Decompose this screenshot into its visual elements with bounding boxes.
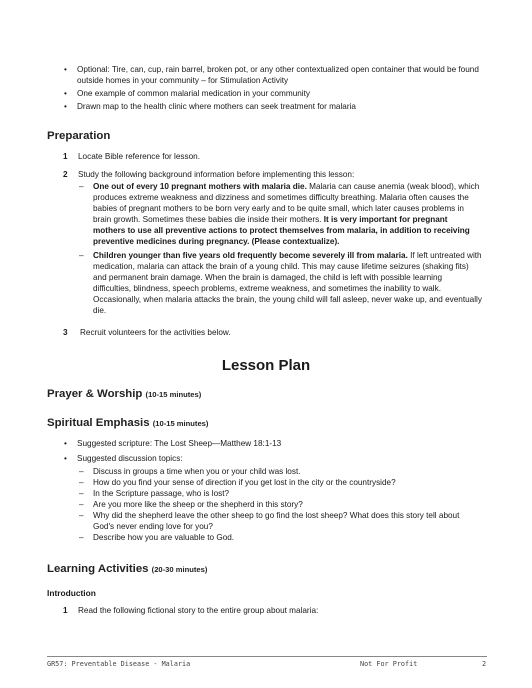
dash-icon: – (79, 500, 84, 509)
page-number: 2 (482, 660, 487, 668)
dash-icon: – (79, 533, 84, 542)
document-page: • Optional: Tire, can, cup, rain barrel, broken pot, or any other contextualized open container that would be found outside homes in your community – for Stimulation Activity • One example of common malarial medication in your community • Drawn map to the health clinic where mothers can seek treatment for malaria Preparation 1 Locate Bible reference for lesson. 2 Study the following background information before implementing this lesson: – One out of every 10 pregnant mothers with malaria die. Malaria can cause anemia (weak blood), which produces extreme weakness and dizziness and sometimes difficulty breathing. Malaria often causes the babies of pregnant mothers to be born very early and to be quite small, which later causes problems in brain growth. Sometimes these babies die inside their mothers. It is very important for pregnant mothers to use all preventive actions to protect themselves from malaria, in addition to receiving preventive medicines during pregnancy. (Please contextualize). – Children younger than five years old frequently become severely ill from malaria. If left untreated with medication, malaria can attack the brain of a young child. This may cause lifetime seizures (shaking fits) and permanent brain damage. When the brain is damaged, the child is left with possible learning difficulties, blindness, speech problems, extreme weakness, and sometimes the inability to walk. Occasionally, when malaria attacks the brain, the young child will fall asleep, never wake up, and eventually die. 3 Recruit volunteers for the activities below. Lesson Plan Prayer & Worship (10-15 minutes) Spiritual Emphasis (10-15 minutes) • Suggested scripture: The Lost Sheep—Matthew 18:1-13 • Suggested discussion topics: – Discuss in groups a time when you or your child was lost. – How do you find your sense of direction if you get lost in the city or the countryside? – In the Scripture passage, who is lost? – Are you more like the sheep or the shepherd in this story? – Why did the shepherd leave the other sheep to go find the lost sheep? What does this story tell about God's never ending love for you? – Describe how you are valuable to God. Learning Activities (20-30 minutes) Introduction 1 Read the following fictional story to the entire group about malaria: GR57: Preventable Disease - Malaria Not For Profit 2 (0, 0, 532, 688)
list-item: – Describe how you are valuable to God. (79, 533, 235, 542)
list-item: – Why did the shepherd leave the other sheep to go find the lost sheep? What does this story tell about God's never ending love for you? (79, 511, 460, 531)
bullet-icon: • (64, 89, 67, 98)
footer-divider (47, 656, 487, 657)
learning-heading: Learning Activities (20-30 minutes) (47, 563, 208, 575)
list-item: – In the Scripture passage, who is lost? (79, 489, 230, 498)
spiritual-heading: Spiritual Emphasis (10-15 minutes) (47, 417, 209, 429)
dash-icon: – (79, 467, 84, 476)
bullet-icon: • (64, 454, 67, 463)
dash-icon: – (79, 182, 84, 191)
list-item: • Suggested scripture: The Lost Sheep—Matthew 18:1-13 (64, 439, 282, 448)
list-item: • Drawn map to the health clinic where mothers can seek treatment for malaria (64, 102, 356, 111)
list-item: • One example of common malarial medication in your community (64, 89, 310, 98)
lesson-plan-title: Lesson Plan (221, 357, 311, 374)
bullet-icon: • (64, 439, 67, 448)
introduction-subheading: Introduction (47, 588, 96, 598)
list-item: • Suggested discussion topics: (64, 454, 183, 463)
footer-notice: Not For Profit (360, 660, 418, 668)
dash-icon: – (79, 511, 84, 520)
list-item: – Are you more like the sheep or the shepherd in this story? (79, 500, 303, 509)
list-item: – How do you find your sense of direction if you get lost in the city or the countryside? (79, 478, 396, 487)
footer-title: GR57: Preventable Disease - Malaria (47, 660, 191, 668)
materials-list (0, 64, 532, 114)
list-item: – Discuss in groups a time when you or your child was lost. (79, 467, 301, 476)
list-item: – One out of every 10 pregnant mothers with malaria die. Malaria can cause anemia (weak blood), which produces extreme weakness and dizziness and sometimes difficulty breathing. Malaria often causes the babies of pregnant mothers to be born very early and to be quite small, which later causes problems in brain growth. Sometimes these babies die inside their mothers. It is very important for pregnant mothers to use all preventive actions to protect themselves from malaria, in addition to receiving preventive medicines during pregnancy. (Please contextualize). (79, 182, 480, 246)
bullet-icon: • (64, 102, 67, 111)
preparation-heading: Preparation (47, 130, 111, 142)
list-item: – Children younger than five years old frequently become severely ill from malaria. If left untreated with medication, malaria can attack the brain of a young child. This may cause lifetime seizures (shaking fits) and permanent brain damage. When the brain is damaged, the child is left with possible learning difficulties, blindness, speech problems, extreme weakness, and sometimes the inability to walk. Occasionally, when malaria attacks the brain, the young child will fall asleep, never wake up, and eventually die. (79, 251, 482, 315)
bullet-icon: • (64, 65, 67, 74)
prayer-heading: Prayer & Worship (10-15 minutes) (47, 388, 202, 400)
dash-icon: – (79, 478, 84, 487)
background-info-list (0, 181, 532, 316)
dash-icon: – (79, 251, 84, 260)
list-item: • Optional: Tire, can, cup, rain barrel, broken pot, or any other contextualized open container that would be found outside homes in your community – for Stimulation Activity (64, 65, 479, 85)
spiritual-list (0, 438, 532, 543)
dash-icon: – (79, 489, 84, 498)
